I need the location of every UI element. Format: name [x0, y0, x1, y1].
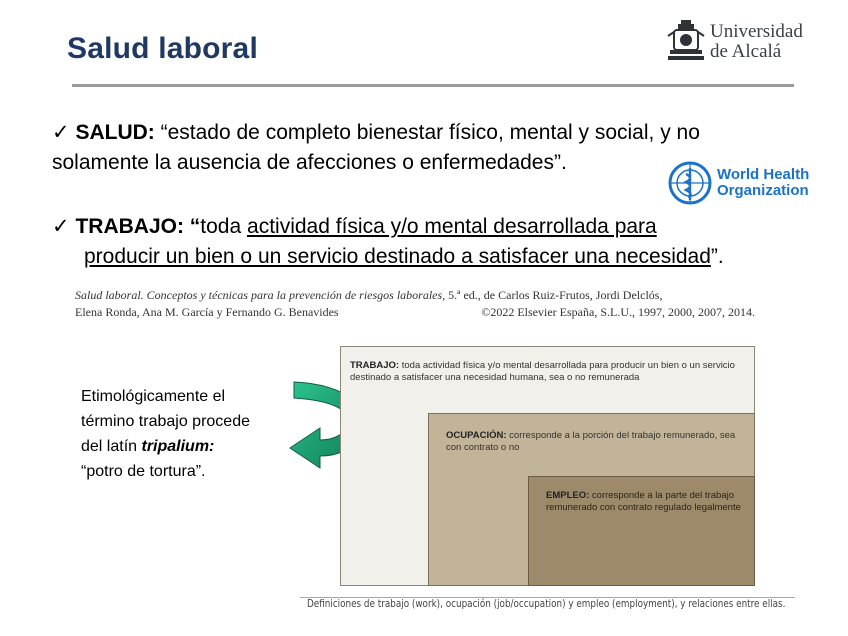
who-line1: World Health [717, 166, 810, 183]
etymology-latin-word: tripalium: [141, 438, 215, 455]
citation-line1-rest: 5.ª ed., de Carlos Ruiz-Frutos, Jordi Delclós, [445, 288, 663, 302]
ocupacion-box-text [446, 430, 746, 454]
university-logo [666, 20, 803, 64]
who-line2: Organization [717, 182, 809, 199]
citation-authors: Elena Ronda, Ana M. García y Fernando G. Benavides [75, 305, 339, 319]
trabajo-line1-start: toda [200, 215, 248, 238]
who-logo [667, 160, 809, 206]
salud-term: SALUD: [75, 121, 155, 144]
university-name-line1: Universidad [710, 21, 803, 42]
open-quote: “ [183, 215, 201, 238]
salud-line2: solamente la ausencia de afecciones o enfermedades”. [52, 151, 567, 174]
empleo-box-term: EMPLEO: [546, 490, 590, 501]
salud-line1: “estado de completo bienestar físico, mental y social, y no [154, 121, 700, 144]
trabajo-line2-underlined: producir un bien o un servicio destinado a satisfacer una necesidad [84, 245, 711, 268]
etymology-line1: Etimológicamente el [81, 388, 226, 405]
ocupacion-box-desc: corresponde a la porción del trabajo remunerado, sea con contrato o no [446, 430, 736, 453]
ocupacion-box-term: OCUPACIÓN: [446, 430, 507, 441]
trabajo-line1-underlined: actividad física y/o mental desarrollada para [247, 215, 657, 238]
empleo-box-desc: corresponde a la parte del trabajo remunerado con contrato regulado legalmente [546, 490, 741, 513]
trabajo-line2-end: ”. [710, 245, 724, 268]
slide-title: Salud laboral [67, 32, 258, 65]
etymology-line4: “potro de tortura”. [81, 463, 206, 480]
citation-title: Salud laboral. Conceptos y técnicas para la prevención de riesgos laborales, [75, 288, 446, 302]
who-emblem-icon [667, 160, 713, 206]
etymology-note [81, 384, 301, 484]
trabajo-box-text [350, 360, 745, 384]
book-citation [75, 287, 775, 321]
title-divider [72, 84, 794, 87]
etymology-line2: término trabajo procede [81, 413, 250, 430]
check-icon: ✓ [52, 121, 70, 144]
empleo-box-text [546, 490, 746, 514]
trabajo-box-desc: toda actividad física y/o mental desarrollada para producir un bien o un servicio destinado a satisfacer una necesidad humana, sea o no remunerada [350, 360, 735, 383]
trabajo-box-term: TRABAJO: [350, 360, 400, 371]
university-crest-icon [666, 20, 706, 64]
citation-copyright: ©2022 Elsevier España, S.L.U., 1997, 2000, 2007, 2014. [481, 305, 755, 319]
trabajo-definition [52, 212, 822, 272]
diagram-caption: Definiciones de trabajo (work), ocupación (job/occupation) y empleo (employment), y relaciones entre ellas. [307, 598, 786, 610]
trabajo-term: TRABAJO: [75, 215, 184, 238]
check-icon: ✓ [52, 215, 70, 238]
etymology-line3: del latín [81, 438, 142, 455]
university-name-line2: de Alcalá [710, 41, 782, 62]
